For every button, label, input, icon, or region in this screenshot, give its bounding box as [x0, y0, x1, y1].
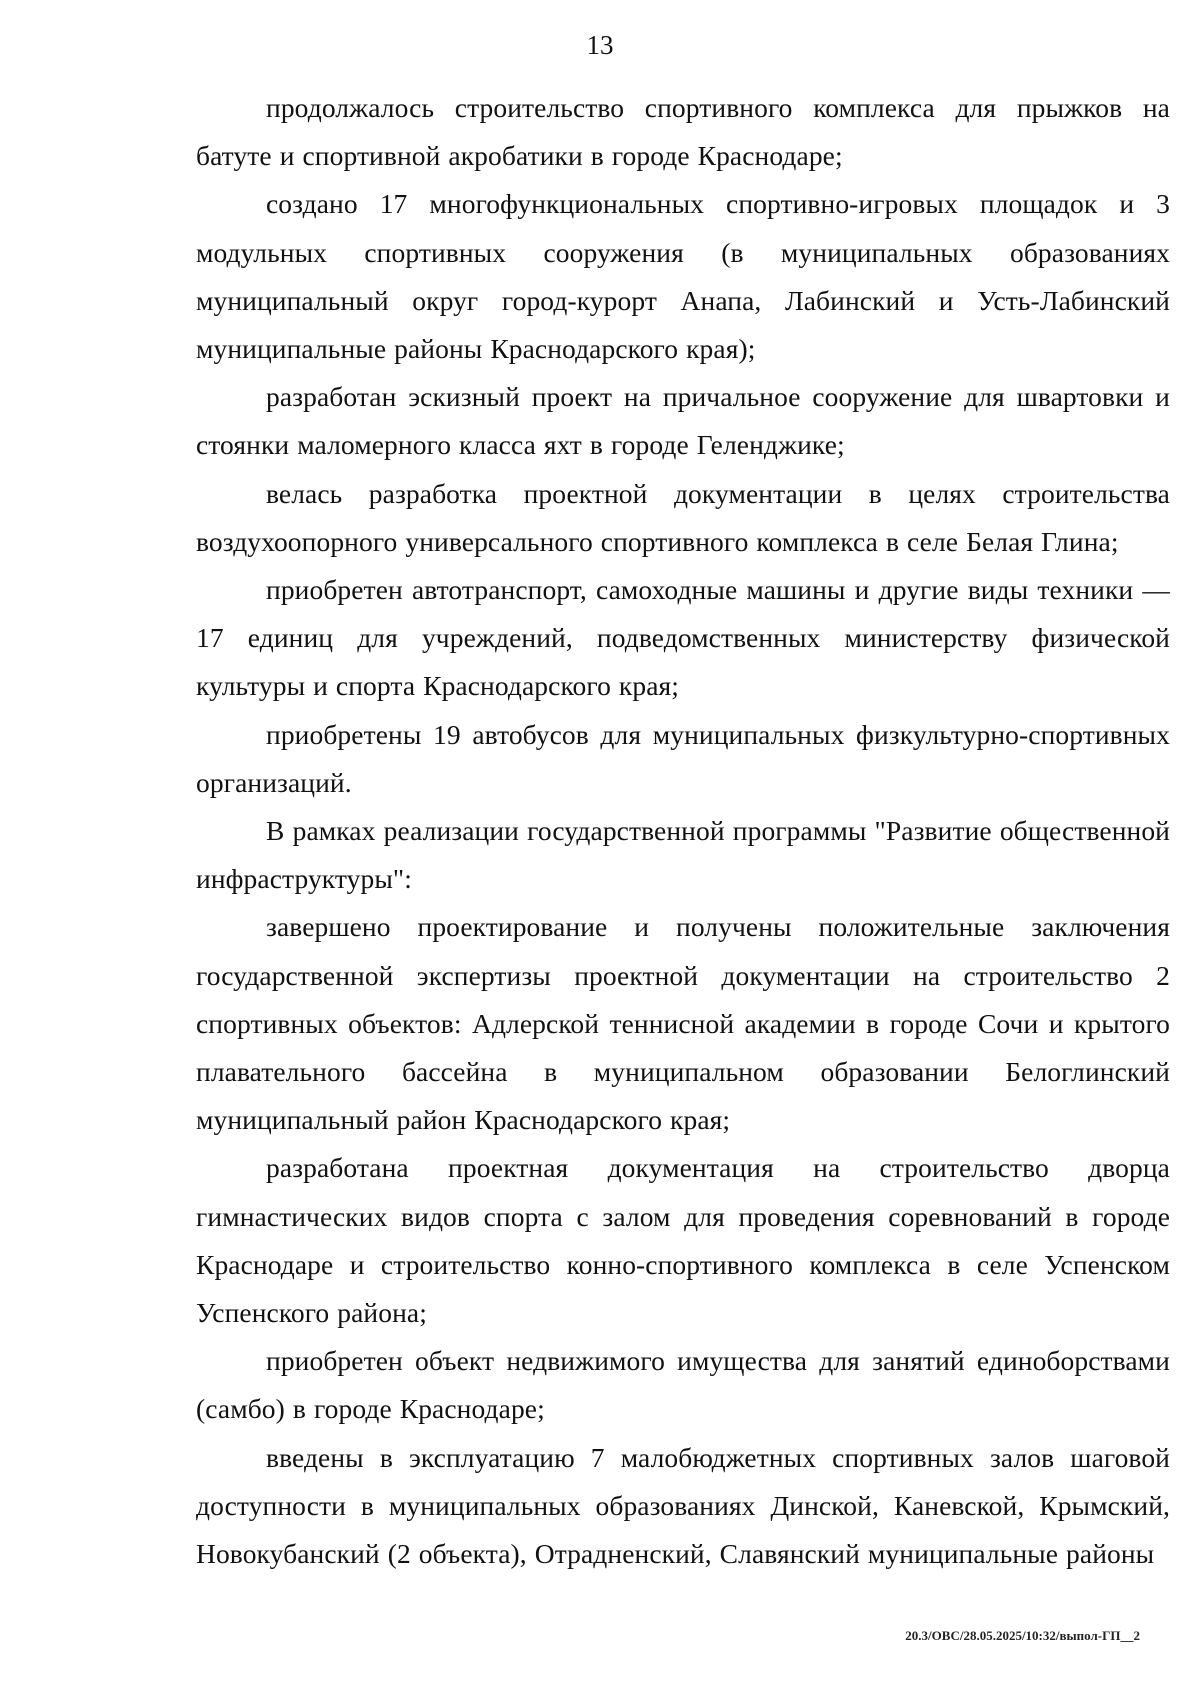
paragraph: создано 17 многофункциональных спортивно-игровых площадок и 3 модульных спортивных сооружения (в муниципальных образованиях муниципальный округ город-курорт Анапа, Лабинский и Усть-Лабинский муниципальные районы Краснодарского края);: [196, 188, 1170, 365]
paragraph: В рамках реализации государственной программы "Развитие общественной инфраструктуры":: [196, 815, 1170, 895]
paragraph: продолжалось строительство спортивного комплекса для прыжков на батуте и спортивной акробатики в городе Краснодаре;: [196, 92, 1170, 172]
paragraph: приобретен объект недвижимого имущества для занятий единоборствами (самбо) в городе Краснодаре;: [196, 1345, 1170, 1425]
page-number: 13: [586, 30, 614, 60]
document-body: [196, 84, 1170, 1578]
paragraph: разработана проектная документация на строительство дворца гимнастических видов спорта с залом для проведения соревнований в городе Краснодаре и строительство конно-спортивного комплекса в селе Успенском Успенского района;: [196, 1152, 1170, 1329]
paragraph: завершено проектирование и получены положительные заключения государственной экспертизы проектной документации на строительство 2 спортивных объектов: Адлерской теннисной академии в городе Сочи и крытого плавательного бассейна в муниципальном образовании Белоглинский муниципальный район Краснодарского края;: [196, 911, 1170, 1136]
paragraph: приобретены 19 автобусов для муниципальных физкультурно-спортивных организаций.: [196, 718, 1170, 798]
document-footer-code: 20.3/ОВС/28.05.2025/10:32/выпол-ГП__2: [905, 1628, 1140, 1643]
paragraph: велась разработка проектной документации в целях строительства воздухоопорного универсального спортивного комплекса в селе Белая Глина;: [196, 477, 1170, 557]
paragraph: приобретен автотранспорт, самоходные машины и другие виды техники — 17 единиц для учреждений, подведомственных министерству физической культуры и спорта Краснодарского края;: [196, 574, 1170, 702]
paragraph: разработан эскизный проект на причальное сооружение для швартовки и стоянки маломерного класса яхт в городе Геленджике;: [196, 381, 1170, 461]
paragraph: введены в эксплуатацию 7 малобюджетных спортивных залов шаговой доступности в муниципальных образованиях Динской, Каневской, Крымский, Новокубанский (2 объекта), Отрадненский, Славянский муниципальные районы: [196, 1441, 1170, 1570]
